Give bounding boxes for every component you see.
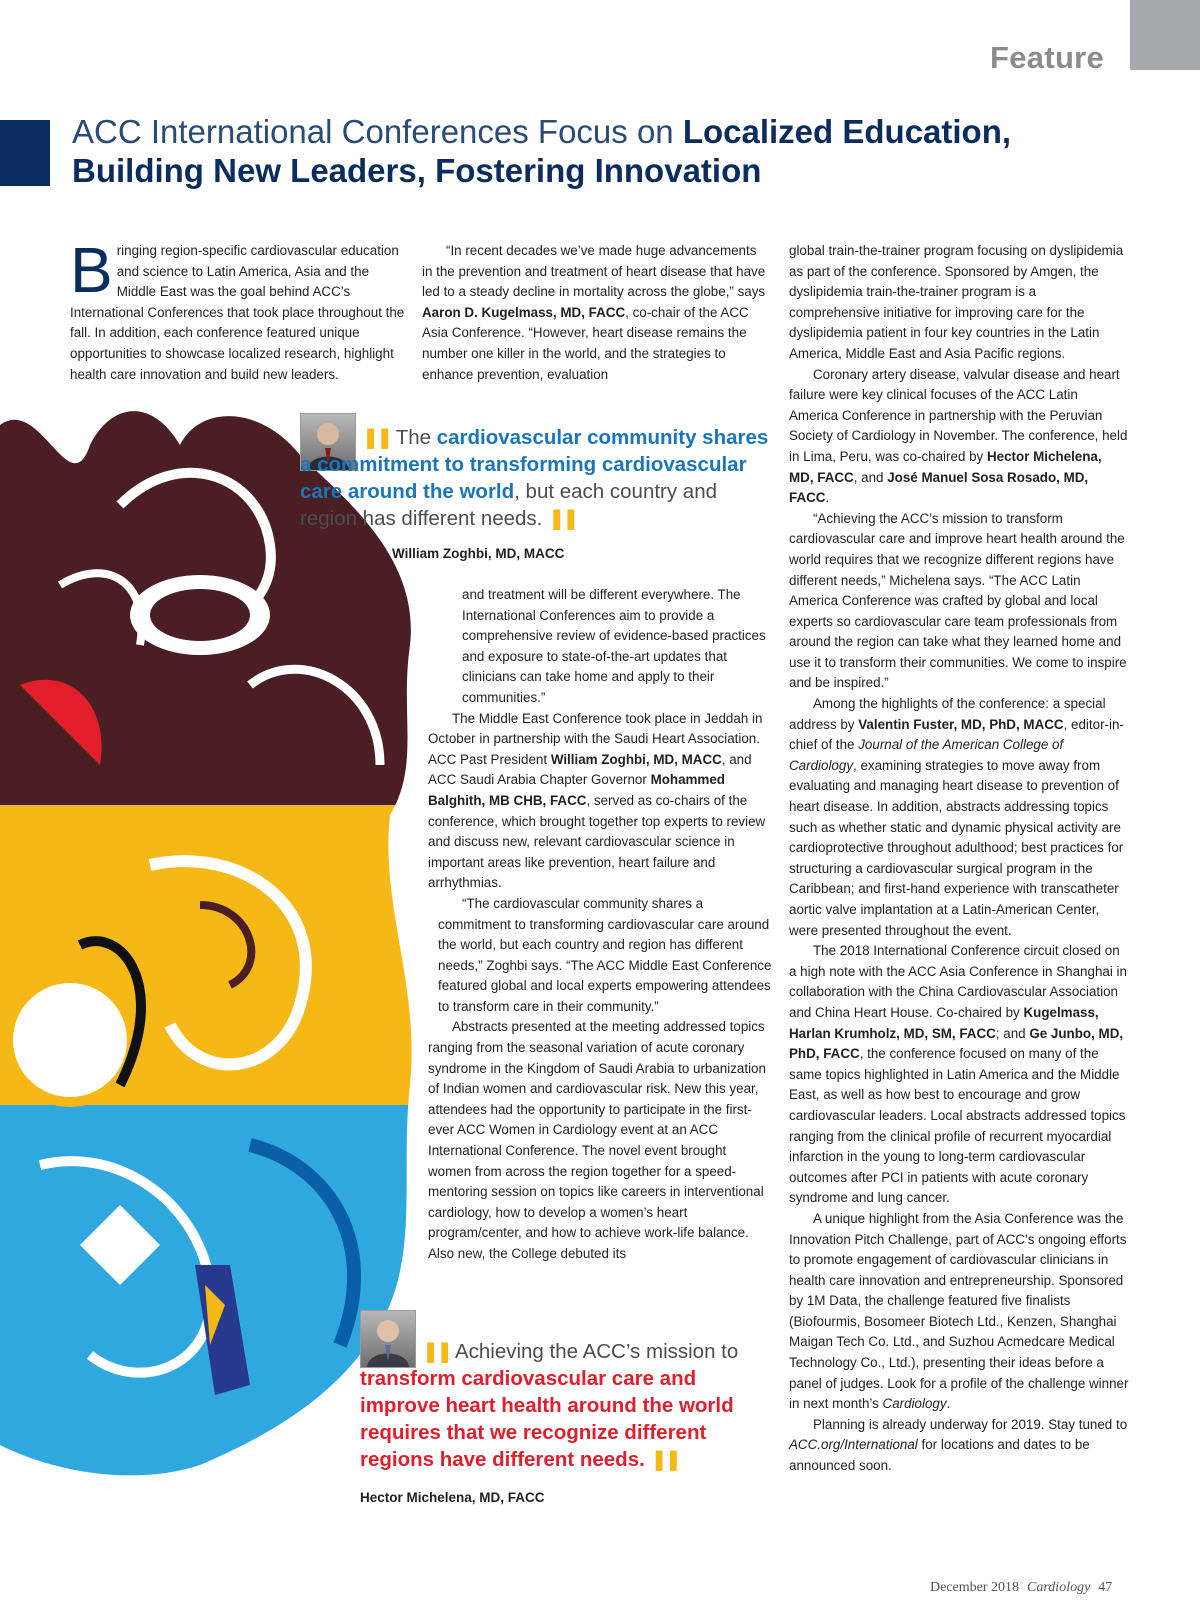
name-michelena: Hector Michelena, MD, FACC <box>789 448 1102 485</box>
text-run: Planning is already underway for 2019. Stay tuned to <box>813 1416 1128 1432</box>
quote-close-icon: ❚❚ <box>650 1448 679 1471</box>
text-run: The 2018 International Conference circuit closed on a high note with the ACC Asia Conference in Shanghai in collaboration with the China Cardiovascular Association and China Heart House. Co-chaired by <box>789 943 1127 1020</box>
kugelmass-quote <box>422 241 767 385</box>
column-2-top <box>422 241 767 385</box>
pull-quote-1-lead: The <box>395 426 437 449</box>
text-run: ; and <box>995 1025 1030 1041</box>
col2-p2 <box>428 709 773 894</box>
text-run: , and ACC Saudi Arabia Chapter Governor <box>428 751 752 788</box>
col2-p4: Abstracts presented at the meeting addressed topics ranging from the seasonal variation of acute coronary syndrome in the Kingdom of Saudi Arabia to urbanization of Indian women and cardiovascular risk. New this year, attendees had the opportunity to participate in the first-ever ACC Women in Cardiology event at an ACC International Conference. The novel event brought women from across the region together for a speed-mentoring session on topics like careers in interventional cardiology, how to develop a women’s heart program/center, and how to achieve work-life balance. Also new, the College debuted its <box>428 1019 766 1261</box>
col3-p1: global train-the-trainer program focusing on dyslipidemia as part of the conference. Sponsored by Amgen, the dyslipidemia train-the-trainer program is a comprehensive initiative for improving care for the dyslipidemia patient in four key countries in the Latin America, Middle East and Asia Pacific regions. <box>789 243 1124 361</box>
name-kugelmass: Aaron D. Kugelmass, MD, FACC <box>422 304 626 320</box>
title-light: ACC International Conferences Focus on <box>72 113 683 150</box>
pull-quote-1-highlight: cardiovascular community shares a commitment to transforming cardiovascular care around the world <box>300 426 769 503</box>
text-run: A unique highlight from the Asia Conference was the Innovation Pitch Challenge, part of ACC’s ongoing efforts to promote engagement of cardiovascular clinicians in health care innovation and entrepreneurship. Sponsored by 1M Data, the challenge featured five finalists (Biofourmis, Bosomeer Biotech Ltd., Kenzen, Shanghai Maigan Tech Co. Ltd., and Suzhou Acmedcare Medical Technology Co., Ltd.), presenting their ideas before a panel of judges. Look for a profile of the challenge winner in next month’s <box>789 1210 1129 1412</box>
footer-magazine: Cardiology <box>1027 1580 1091 1595</box>
title-bold-1: Localized Education, <box>682 113 1012 150</box>
intro-text: ringing region-specific cardiovascular education and science to Latin America, Asia and the Middle East was the goal behind ACC’s International Conferences that took place throughout the fall. In addition, each conference featured unique opportunities to showcase localized research, highlight health care innovation and build new leaders. <box>70 243 405 382</box>
drop-cap: B <box>70 234 113 306</box>
column-3 <box>789 241 1129 1477</box>
text-run: , the conference focused on many of the same topics highlighted in Latin America and the Middle East, as well as how best to encourage and grow cardiovascular leaders. Local abstracts addressed topics ranging from the clinical profile of recurrent myocardial infarction in the young to long-term cardiovascular outcomes after PCI in patients with acute coronary syndrome and lung cancer. <box>789 1046 1126 1206</box>
journal-name: Journal of the American College of Cardiology <box>789 737 1064 773</box>
pull-quote-2-highlight: transform cardiovascular care and improve heart health around the world requires that we recognize different regions have different needs. <box>360 1367 734 1471</box>
col3-p6 <box>789 1209 1129 1415</box>
title-accent-bar <box>0 120 50 186</box>
intro-paragraph <box>70 234 405 382</box>
text-run: for locations and dates to be announced soon. <box>789 1437 1090 1474</box>
col3-p7 <box>789 1415 1129 1477</box>
pull-quote-1-rest: , but each country and region has different needs. <box>300 480 718 530</box>
name-balghith: Mohammed Balghith, MB CHB, FACC <box>428 772 725 808</box>
col3-p5 <box>789 941 1129 1209</box>
text-run: , examining strategies to move away from evaluating and managing heart disease to prevention of heart disease. In addition, abstracts addressing topics such as whether static and dynamic physical activity are cardioprotective throughout adulthood; best practices for structuring a cardiovascular surgical program in the Caribbean; and first-hand experience with transcatheter aortic valve implantation at a Latin-American Center, were presented throughout the event. <box>789 757 1124 938</box>
col2-p3: “The cardiovascular community shares a commitment to transforming cardiovascular care around the world, but each country and region has different needs,” Zoghbi says. “The ACC Middle East Conference featured global and local experts empowering attendees to transform care in their community.” <box>438 895 772 1014</box>
pull-quote-2-lead: Achieving the ACC’s mission to <box>454 1340 739 1363</box>
text-run: “In recent decades we’ve made huge advancements in the prevention and treatment of heart disease that have led to a steady decline in mortality across the globe,” says <box>422 243 766 300</box>
text-run: , and <box>853 469 888 485</box>
pull-quote-1 <box>300 424 770 532</box>
quote-open-icon: ❚❚ <box>362 426 391 449</box>
quote-close-icon: ❚❚ <box>548 507 577 530</box>
name-zoghbi: William Zoghbi, MD, MACC <box>550 751 722 767</box>
page-number: 47 <box>1098 1580 1113 1595</box>
column-1 <box>70 234 405 385</box>
text-run: Coronary artery disease, valvular disease and heart failure were key clinical focuses of the ACC Latin America Conference in partnership with the Peruvian Society of Cardiology in November. The conference, held in Lima, Peru, was co-chaired by <box>789 366 1128 464</box>
quote-open-icon: ❚❚ <box>422 1340 451 1363</box>
text-run: Among the highlights of the conference: a special address by <box>789 696 1106 732</box>
col2-p1: and treatment will be different everywhere. The International Conferences aim to provide a comprehensive review of evidence-based practices and exposure to state-of-the-art updates that clinicians can take home and apply to their communities.” <box>462 587 766 705</box>
name-sosa-rosado: José Manuel Sosa Rosado, MD, FACC <box>789 469 1089 506</box>
name-fuster: Valentin Fuster, MD, PhD, MACC <box>858 716 1064 732</box>
column-2-body <box>428 585 773 1265</box>
col3-p4 <box>789 694 1129 941</box>
text-run: . <box>825 490 830 506</box>
text-run: The Middle East Conference took place in Jeddah in October in partnership with the Saudi Heart Association. ACC Past President <box>428 710 763 767</box>
footer-date: December 2018 <box>930 1580 1020 1595</box>
pull-quote-2 <box>360 1338 765 1473</box>
section-label: Feature <box>990 40 1105 75</box>
text-run: . <box>946 1396 951 1412</box>
title-bold-2: Building New Leaders, Fostering Innovation <box>72 152 762 189</box>
acc-international-link[interactable]: ACC.org/International <box>789 1437 918 1453</box>
name-ge-junbo: Ge Junbo, MD, PhD, FACC <box>789 1025 1124 1062</box>
col3-p2 <box>789 365 1129 509</box>
pull-quote-2-attribution: Hector Michelena, MD, FACC <box>360 1490 545 1505</box>
text-run: , served as co-chairs of the conference, which brought together top experts to review and discuss new, relevant cardiovascular science in important areas like prevention, heart failure and arrhythmias. <box>428 792 766 891</box>
name-kugelmass-krumholz: Kugelmass, Harlan Krumholz, MD, SM, FACC <box>789 1004 1099 1041</box>
text-run: , editor-in-chief of the <box>789 716 1124 753</box>
feature-tab <box>1130 0 1200 70</box>
page-footer <box>930 1580 1112 1596</box>
text-run: , co-chair of the ACC Asia Conference. “However, heart disease remains the number one killer in the world, and the strategies to enhance prevention, evaluation <box>422 304 749 382</box>
col3-p3: “Achieving the ACC’s mission to transform cardiovascular care and improve heart health around the world requires that we recognize different regions have different needs,” Michelena says. “The ACC Latin America Conference was crafted by global and local experts so cardiovascular care team professionals from around the region can take what they learned home and use it to transform their communities. We come to inspire and be inspired.” <box>789 510 1127 691</box>
magazine-name: Cardiology <box>882 1396 947 1412</box>
pull-quote-1-attribution: William Zoghbi, MD, MACC <box>392 546 565 561</box>
page-title <box>72 112 1132 190</box>
